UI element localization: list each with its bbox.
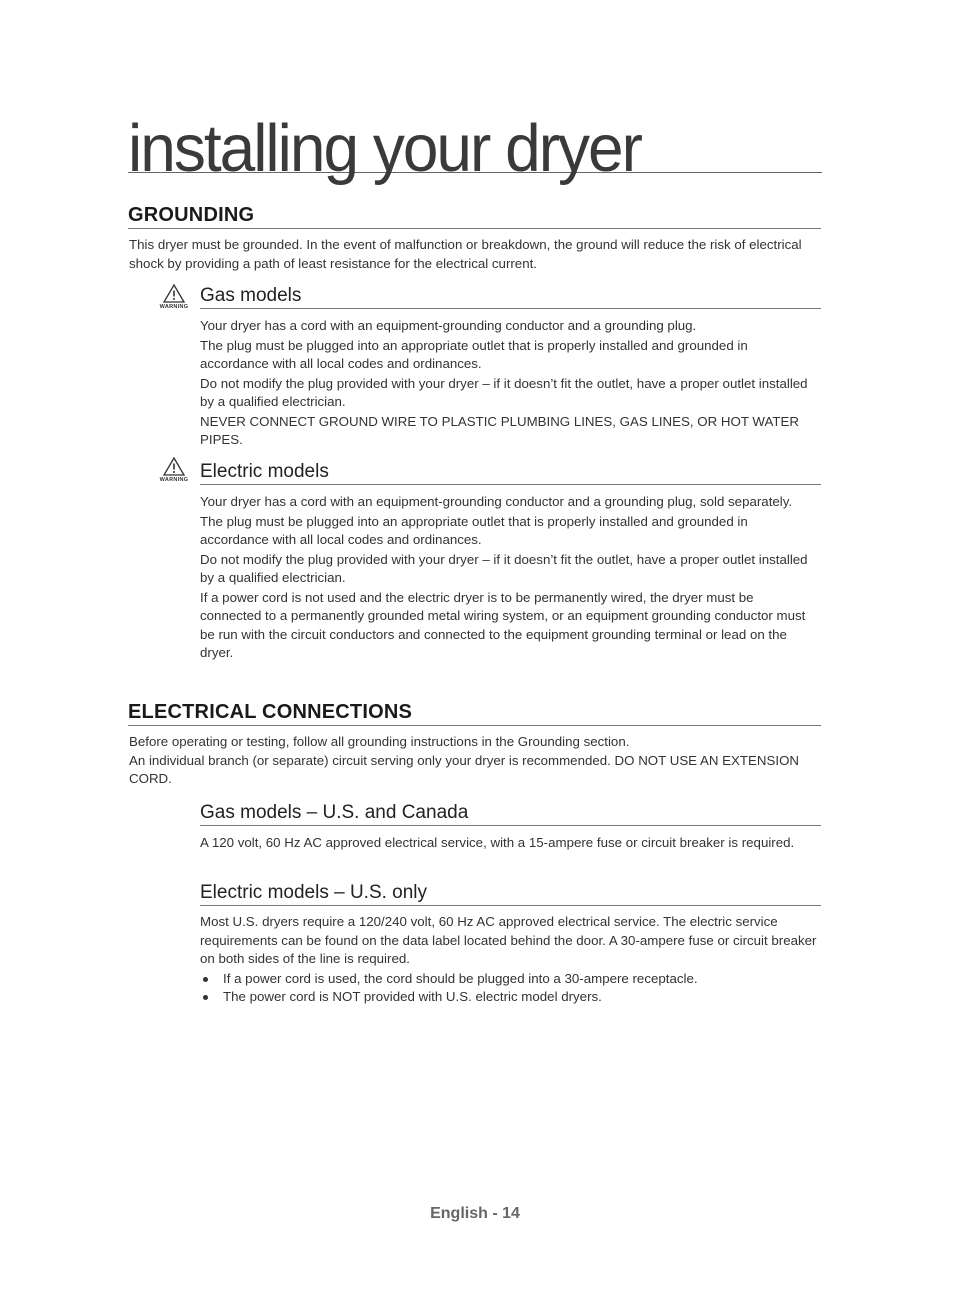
list-item: If a power cord is used, the cord should be plugged into a 30-ampere receptacle. (200, 970, 818, 989)
list-item: The power cord is NOT provided with U.S. electric model dryers. (200, 988, 818, 1007)
electrical-connections-heading: ELECTRICAL CONNECTIONS (128, 700, 821, 726)
warning-icon (156, 284, 192, 316)
paragraph: Your dryer has a cord with an equipment-grounding conductor and a grounding plug. (200, 318, 697, 333)
paragraph: The plug must be plugged into an appropriate outlet that is properly installed and grounded in accordance with all local codes and ordinances. (200, 337, 748, 371)
paragraph: Your dryer has a cord with an equipment-grounding conductor and a grounding plug, sold separately. (200, 494, 793, 509)
electric-models-heading: Electric models (200, 461, 821, 485)
gas-models-text (200, 317, 818, 451)
requirements-list (200, 970, 818, 1007)
paragraph: An individual branch (or separate) circuit serving only your dryer is recommended. DO NOT USE AN EXTENSION CORD. (129, 752, 800, 786)
paragraph: The plug must be plugged into an appropriate outlet that is properly installed and grounded in accordance with all local codes and ordinances. (200, 513, 748, 547)
warning-label: WARNING (159, 304, 189, 310)
page-title: installing your dryer (128, 108, 822, 173)
paragraph: NEVER CONNECT GROUND WIRE TO PLASTIC PLUMBING LINES, GAS LINES, OR HOT WATER PIPES. (200, 413, 799, 447)
page-number: English - 14 (430, 1205, 520, 1222)
paragraph: If a power cord is not used and the electric dryer is to be permanently wired, the dryer must be connected to a permanently grounded metal wiring system, or an equipment grounding conductor must be run with the circuit conductors and connected to the equipment grounding terminal or lead on the dryer. (200, 589, 806, 660)
bullet-icon (203, 995, 208, 1000)
bullet-icon (203, 977, 208, 982)
warning-label: WARNING (159, 477, 189, 483)
paragraph: Do not modify the plug provided with your dryer – if it doesn’t fit the outlet, have a proper outlet installed by a qualified electrician. (200, 551, 808, 585)
paragraph: Do not modify the plug provided with your dryer – if it doesn’t fit the outlet, have a proper outlet installed by a qualified electrician. (200, 375, 808, 409)
electric-us-text: Most U.S. dryers require a 120/240 volt, 60 Hz AC approved electrical service. The electric service requirements can be found on the data label located behind the door. A 30-ampere fuse or circuit breaker on both sides of the line is required. If a power cord is used, the cord should be plugged into a 30-ampere receptacle. The power cord is NOT provided with U.S. electric model dryers. (200, 913, 818, 1007)
electrical-intro (129, 733, 819, 789)
gas-models-heading: Gas models (200, 285, 821, 309)
warning-icon (156, 457, 192, 489)
gas-us-canada-heading: Gas models – U.S. and Canada (200, 802, 821, 826)
grounding-intro: This dryer must be grounded. In the event of malfunction or breakdown, the ground will reduce the risk of electrical shock by providing a path of least resistance for the electrical current. (129, 237, 802, 271)
gas-us-canada-text: A 120 volt, 60 Hz AC approved electrical service, with a 15-ampere fuse or circuit breaker is required. (200, 835, 795, 850)
electric-models-text (200, 493, 818, 664)
grounding-heading: GROUNDING (128, 203, 821, 229)
electric-us-heading: Electric models – U.S. only (200, 882, 821, 906)
paragraph: Before operating or testing, follow all grounding instructions in the Grounding section. (129, 734, 630, 749)
